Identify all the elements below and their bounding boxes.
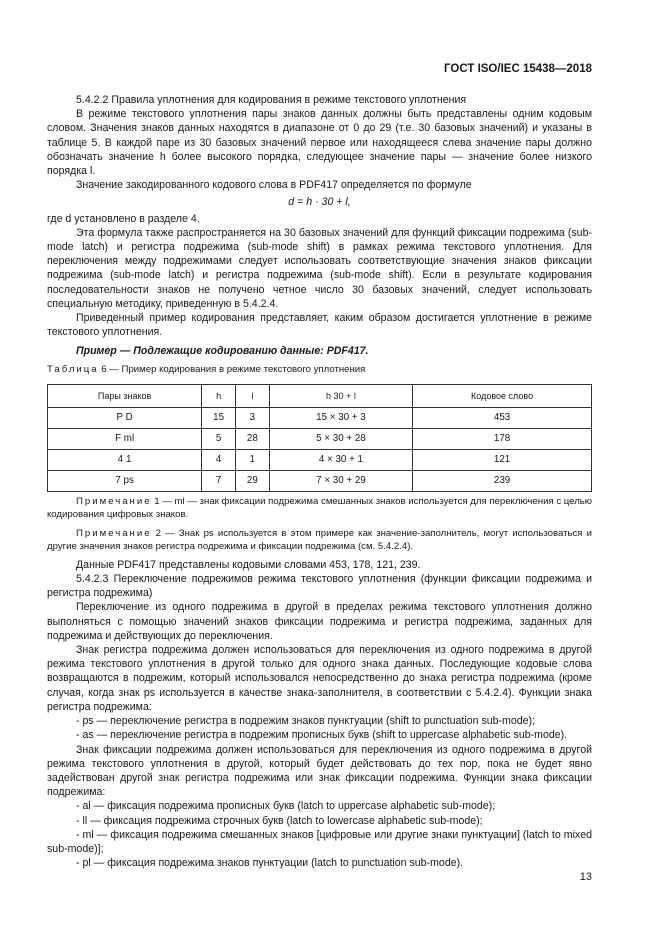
table-cell: 4 1 [48, 449, 202, 470]
paragraph-2: Значение закодированного кодового слова в PDF417 определяется по формуле [76, 179, 472, 192]
paragraph-6: Данные PDF417 представлены кодовыми словами 453, 178, 121, 239. [76, 558, 421, 571]
table-cell: 453 [413, 407, 592, 428]
table-header-row [48, 384, 592, 407]
table-cell: 7 [202, 470, 236, 491]
table-cell: 28 [235, 428, 269, 449]
table-caption [47, 363, 592, 377]
table-header-cell: l [235, 384, 269, 407]
table-cell: 5 [202, 428, 236, 449]
note-1-text: 1 — ml — знак фиксации подрежима смешанных знаков используется для переключения с целью кодирования цифровых знаков. [47, 495, 592, 520]
note-label: Примечание [76, 527, 152, 539]
table-row [48, 470, 592, 491]
table-header-cell: Пары знаков [48, 384, 202, 407]
list-item: - ll — фиксация подрежима строчных букв (latch to lowercase alphabetic sub-mode); [76, 814, 483, 827]
list-item: - ml — фиксация подрежима смешанных знаков [цифровые или другие знаки пунктуации] (latch to mixed sub-mode)]; [47, 828, 592, 855]
formula [47, 195, 592, 209]
paragraph-4: Эта формула также распространяется на 30 базовых значений для функций фиксации подрежима (sub-mode latch) и регистра подрежима (sub-mode shift) в рамках режима текстового уплотнения. Для переключения между подрежимами следует использовать соответствующие значения знаков фиксации подрежима (sub-mode latch) и регистра подрежима (sub-mode shift). Если в результате кодирования последовательности знаков не получено четное число 30 базовых значений, следует использовать специальную методику, приведенную в 5.4.2.4. [47, 226, 592, 310]
paragraph-3: где d установлено в разделе 4. [47, 212, 200, 225]
page-number: 13 [579, 871, 592, 883]
table-cell: 7 ps [48, 470, 202, 491]
list-item: - pl — фиксация подрежима знаков пунктуации (latch to punctuation sub-mode). [76, 857, 464, 870]
table-cell: 15 [202, 407, 236, 428]
table-cell: P D [48, 407, 202, 428]
table-row [48, 407, 592, 428]
encoding-example-table [47, 384, 592, 492]
table-header-cell: Кодовое слово [413, 384, 592, 407]
table-cell: 4 × 30 + 1 [269, 449, 412, 470]
page-content [47, 93, 592, 870]
note-2 [47, 527, 592, 553]
section-5-4-2-2-title: 5.4.2.2 Правила уплотнения для кодирования в режиме текстового уплотнения [76, 94, 467, 106]
table-row [48, 428, 592, 449]
section-5-4-2-3-title: 5.4.2.3 Переключение подрежимов режима текстового уплотнения (функции фиксации подрежима и регистра подрежима) [47, 573, 592, 600]
table-cell: 178 [413, 428, 592, 449]
table-row [48, 449, 592, 470]
table-label: Таблица [47, 363, 99, 375]
table-cell: 7 × 30 + 29 [269, 470, 412, 491]
table-cell: 3 [235, 407, 269, 428]
table-cell: 15 × 30 + 3 [269, 407, 412, 428]
table-header-cell: h 30 + l [269, 384, 412, 407]
formula-text: d = h · 30 + l, [288, 196, 351, 209]
list-item: - as — переключение регистра в подрежим прописных букв (shift to uppercase alphabetic sub-mode). [76, 729, 568, 742]
table-cell: 4 [202, 449, 236, 470]
paragraph-5: Приведенный пример кодирования представляет, каким образом достигается уплотнение в режиме текстового уплотнения. [47, 312, 592, 339]
table-cell: 1 [235, 449, 269, 470]
list-item: - ps — переключение регистра в подрежим знаков пунктуации (shift to punctuation sub-mode); [76, 715, 536, 728]
paragraph-8: Знак регистра подрежима должен использоваться для переключения из одного подрежима в другой режима текстового уплотнения в другой только для одного знака данных. Последующие кодовые слова возвращаются в подрежим, который использовался непосредственно до знака регистра подрежима (кроме случая, когда знак ps используется в качестве знака-заполнителя, в соответствии с 5.4.2.4). Функции знака регистра подрежима: [47, 644, 592, 713]
note-1 [47, 495, 592, 521]
note-label: Примечание [76, 495, 152, 507]
note-2-text: 2 — Знак ps используется в этом примере как значение-заполнитель, могут использоваться и другие значения знаков регистра подрежима и фиксации подрежима (см. 5.4.2.4). [47, 527, 592, 552]
list-item: - al — фиксация подрежима прописных букв (latch to uppercase alphabetic sub-mode); [76, 800, 496, 813]
table-header-cell: h [202, 384, 236, 407]
paragraph-7: Переключение из одного подрежима в другой в пределах режима текстового уплотнения должно выполняться с помощью значений знаков фиксации подрежима и регистра подрежима, заданных для подрежима и действующих до переключения. [47, 601, 592, 642]
paragraph-9: Знак фиксации подрежима должен использоваться для переключения из одного подрежима в другой режима текстового уплотнения в другой, который будет действовать до тех пор, пока не будет явно задействован другой знак регистра подрежима или знак фиксации подрежима. Функции знака фиксации подрежима: [47, 743, 592, 799]
table-cell: 5 × 30 + 28 [269, 428, 412, 449]
table-cell: F ml [48, 428, 202, 449]
paragraph-1: В режиме текстового уплотнения пары знаков данных должны быть представлены одним кодовым словом. Значения знаков данных находятся в диапазоне от 0 до 29 (т.е. 30 базовых значений) и указаны в таблице 5. В каждой паре из 30 базовых значений первое или находящееся слева значение пары должно обозначать значение h более высокого порядка, следующее значение пары — значение более низкого порядка l. [47, 108, 592, 178]
table-caption-text: 6 — Пример кодирования в режиме текстового уплотнения [101, 363, 366, 375]
table-cell: 239 [413, 470, 592, 491]
table-cell: 29 [235, 470, 269, 491]
example-line: Пример — Подлежащие кодированию данные: PDF417. [76, 345, 369, 358]
table-cell: 121 [413, 449, 592, 470]
document-header: ГОСТ ISO/IEC 15438—2018 [444, 63, 592, 75]
